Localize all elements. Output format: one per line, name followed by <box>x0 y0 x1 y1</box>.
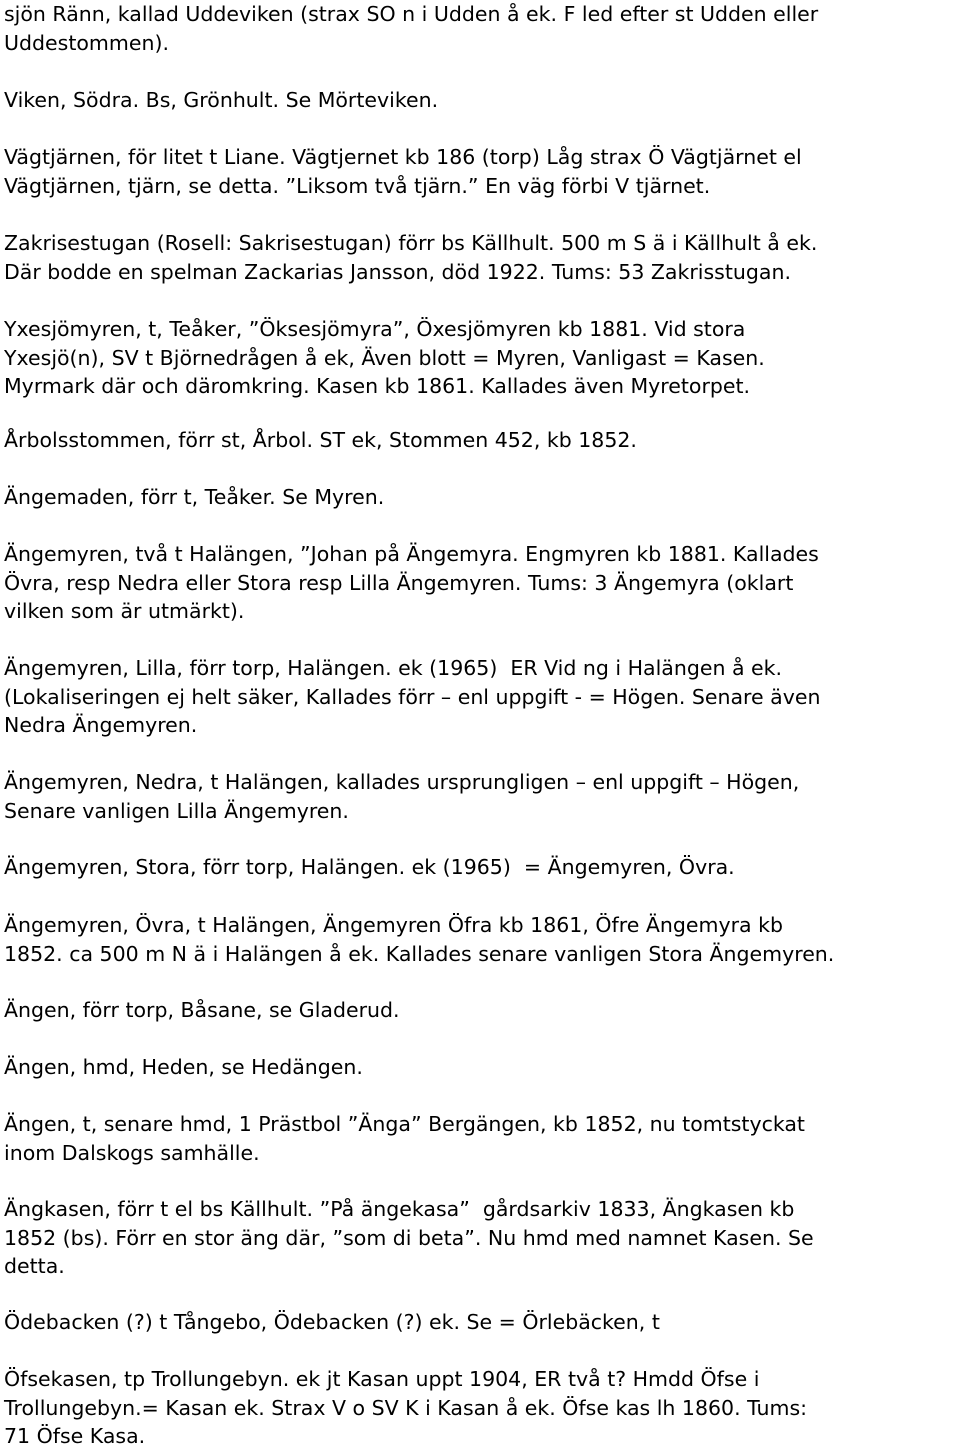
document-entry <box>4 483 384 512</box>
entry-line: Myrmark där och däromkring. Kasen kb 1861. Kallades även Myretorpet. <box>4 374 751 399</box>
document-entry <box>4 315 765 401</box>
entry-line: Där bodde en spelman Zackarias Jansson, död 1922. Tums: 53 Zakrisstugan. <box>4 259 791 284</box>
entry-line: Övra, resp Nedra eller Stora resp Lilla Ängemyren. Tums: 3 Ängemyra (oklart <box>4 570 794 595</box>
document-entry <box>4 1053 363 1082</box>
entry-line: 1852 (bs). Förr en stor äng där, ”som di beta”. Nu hmd med namnet Kasen. Se <box>4 1225 814 1250</box>
entry-line: Vägtjärnen, för litet t Liane. Vägtjernet kb 186 (torp) Låg strax Ö Vägtjärnet el <box>4 145 802 169</box>
entry-line: Ängemyren, Nedra, t Halängen, kallades ursprungligen – enl uppgift – Högen, <box>4 770 800 794</box>
entry-line: Ängemyren, Övra, t Halängen, Ängemyren Öfra kb 1861, Öfre Ängemyra kb <box>4 913 783 937</box>
document-entry <box>4 654 820 740</box>
entry-line: Yxesjö(n), SV t Björnedrågen å ek, Även blott = Myren, Vanligast = Kasen. <box>4 345 765 370</box>
entry-line: Ängemyren, Lilla, förr torp, Halängen. ek (1965) ER Vid ng i Halängen å ek. <box>4 656 783 680</box>
document-entry <box>4 0 818 57</box>
entry-line: Ängemyren, Stora, förr torp, Halängen. ek (1965) = Ängemyren, Övra. <box>4 855 735 879</box>
entry-line: Ödebacken (?) t Tångebo, Ödebacken (?) ek. Se = Örlebäcken, t <box>4 1310 660 1334</box>
entry-line: Öfsekasen, tp Trollungebyn. ek jt Kasan uppt 1904, ER två t? Hmdd Öfse i <box>4 1367 760 1391</box>
entry-line: 1852. ca 500 m N ä i Halängen å ek. Kallades senare vanligen Stora Ängemyren. <box>4 941 835 966</box>
entry-line: 71 Öfse Kasa. <box>4 1424 146 1449</box>
entry-line: Senare vanligen Lilla Ängemyren. <box>4 798 349 823</box>
entry-line: sjön Ränn, kallad Uddeviken (strax SO n i Udden å ek. F led efter st Udden eller <box>4 2 819 26</box>
entry-line: Vägtjärnen, tjärn, se detta. ”Liksom två tjärn.” En väg förbi V tjärnet. <box>4 173 711 198</box>
entry-line: Årbolsstommen, förr st, Årbol. ST ek, Stommen 452, kb 1852. <box>4 428 637 452</box>
document-entry <box>4 426 637 455</box>
entry-line: Viken, Södra. Bs, Grönhult. Se Mörteviken. <box>4 88 439 112</box>
entry-line: Zakrisestugan (Rosell: Sakrisestugan) förr bs Källhult. 500 m S ä i Källhult å ek. <box>4 231 818 255</box>
document-entry <box>4 86 438 115</box>
entry-line: Uddestommen). <box>4 30 169 55</box>
entry-line: Ängemyren, två t Halängen, ”Johan på Ängemyra. Engmyren kb 1881. Kallades <box>4 542 819 566</box>
entry-line: (Lokaliseringen ej helt säker, Kallades förr – enl uppgift - = Högen. Senare även <box>4 684 821 709</box>
entry-line: Nedra Ängemyren. <box>4 713 198 738</box>
entry-line: Ängen, t, senare hmd, 1 Prästbol ”Änga” Bergängen, kb 1852, nu tomtstyckat <box>4 1112 805 1136</box>
entry-line: Ängen, hmd, Heden, se Hedängen. <box>4 1055 363 1079</box>
document-entry <box>4 1308 660 1337</box>
document-entry <box>4 229 817 286</box>
entry-line: Ängkasen, förr t el bs Källhult. ”På ängekasa” gårdsarkiv 1833, Ängkasen kb <box>4 1197 795 1221</box>
entry-line: Ängemaden, förr t, Teåker. Se Myren. <box>4 485 385 509</box>
entry-line: inom Dalskogs samhälle. <box>4 1140 260 1165</box>
document-entry <box>4 1365 807 1451</box>
document-entry <box>4 768 799 825</box>
entry-line: Trollungebyn.= Kasan ek. Strax V o SV K i Kasan å ek. Öfse kas lh 1860. Tums: <box>4 1395 808 1420</box>
document-entry <box>4 1195 814 1281</box>
entry-line: Yxesjömyren, t, Teåker, ”Öksesjömyra”, Öxesjömyren kb 1881. Vid stora <box>4 317 746 341</box>
document-entry <box>4 1110 805 1167</box>
document-entry <box>4 996 400 1025</box>
entry-line: detta. <box>4 1254 65 1279</box>
entry-line: vilken som är utmärkt). <box>4 599 245 624</box>
document-entry <box>4 911 834 968</box>
entry-line: Ängen, förr torp, Båsane, se Gladerud. <box>4 998 400 1022</box>
document-entry <box>4 540 819 626</box>
document-entry <box>4 143 802 200</box>
document-entry <box>4 853 735 882</box>
